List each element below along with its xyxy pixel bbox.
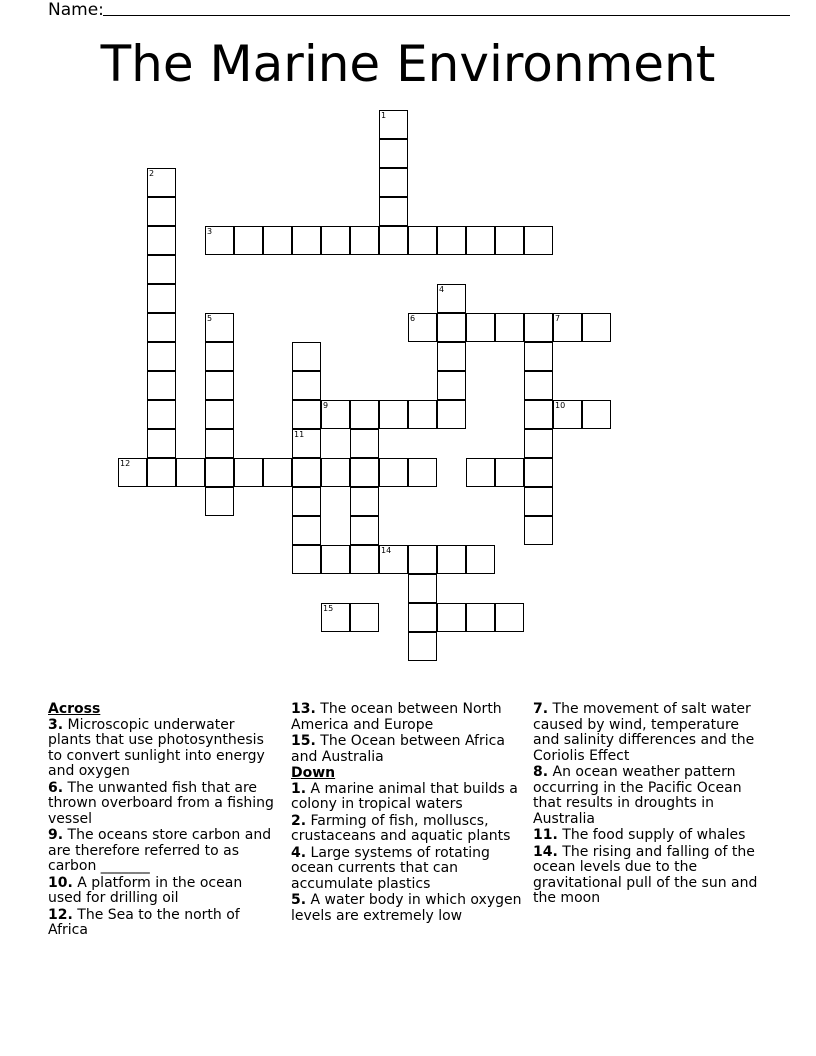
grid-cell[interactable] [263,226,292,255]
grid-cell[interactable] [321,458,350,487]
clues-column-3 [533,702,765,908]
clue-number: 11 [294,430,305,439]
grid-cell[interactable] [437,226,466,255]
grid-cell[interactable] [292,371,321,400]
grid-cell[interactable] [147,168,176,197]
grid-cell[interactable] [350,516,379,545]
grid-cell[interactable] [408,574,437,603]
clue-across-9: 9. The oceans store carbon and are therefore referred to as carbon _______ [48,827,272,874]
grid-cell[interactable] [466,313,495,342]
grid-cell[interactable] [205,371,234,400]
grid-cell[interactable] [437,284,466,313]
grid-cell[interactable] [495,313,524,342]
grid-cell[interactable] [234,226,263,255]
grid-cell[interactable] [292,487,321,516]
name-label: Name: [48,0,104,20]
grid-cell[interactable] [234,458,263,487]
grid-cell[interactable] [553,313,582,342]
clue-down-5: 5. A water body in which oxygen levels are extremely low [291,892,522,924]
grid-cell[interactable] [582,313,611,342]
grid-cell[interactable] [495,458,524,487]
grid-cell[interactable] [466,458,495,487]
clue-down-1: 1. A marine animal that builds a colony in tropical waters [291,780,518,812]
grid-cell[interactable] [147,429,176,458]
grid-cell[interactable] [437,545,466,574]
grid-cell[interactable] [466,545,495,574]
clue-down-7: 7. The movement of salt water caused by wind, temperature and salinity differences and the Coriolis Effect [533,701,755,764]
grid-cell[interactable] [205,400,234,429]
grid-cell[interactable] [524,429,553,458]
clue-down-4: 4. Large systems of rotating ocean currents that can accumulate plastics [291,844,490,892]
grid-cell[interactable] [321,603,350,632]
grid-cell[interactable] [321,545,350,574]
clue-number: 10 [555,401,566,410]
grid-cell[interactable] [292,342,321,371]
grid-cell[interactable] [408,545,437,574]
grid-cell[interactable] [147,284,176,313]
grid-cell[interactable] [379,168,408,197]
grid-cell[interactable] [379,226,408,255]
clue-across-3: 3. Microscopic underwater plants that use photosynthesis to convert sunlight into energy and oxygen [48,716,265,779]
grid-cell[interactable] [524,516,553,545]
grid-cell[interactable] [350,458,379,487]
grid-cell[interactable] [379,139,408,168]
grid-cell[interactable] [437,313,466,342]
clue-down-2: 2. Farming of fish, molluscs, crustaceans and aquatic plants [291,812,511,844]
grid-cell[interactable] [437,400,466,429]
clue-number: 6 [410,314,416,323]
grid-cell[interactable] [524,458,553,487]
clues-column-2 [291,702,523,925]
clue-down-14: 14. The rising and falling of the ocean levels due to the gravitational pull of the sun and the moon [533,843,758,906]
grid-cell[interactable] [350,429,379,458]
grid-cell[interactable] [379,458,408,487]
grid-cell[interactable] [437,603,466,632]
clue-number: 5 [207,314,213,323]
grid-cell[interactable] [350,487,379,516]
grid-cell[interactable] [582,400,611,429]
clue-down-11: 11. The food supply of whales [533,827,746,843]
clue-across-13: 13. The ocean between North America and Europe [291,701,502,733]
clue-number: 7 [555,314,561,323]
grid-cell[interactable] [524,400,553,429]
across-heading: Across [48,701,101,717]
grid-cell[interactable] [147,458,176,487]
grid-cell[interactable] [524,342,553,371]
grid-cell[interactable] [205,487,234,516]
grid-cell[interactable] [408,458,437,487]
grid-cell[interactable] [350,603,379,632]
clue-number: 1 [381,111,387,120]
clue-number: 3 [207,227,213,236]
grid-cell[interactable] [292,545,321,574]
page-title: The Marine Environment [100,35,716,93]
grid-cell[interactable] [147,313,176,342]
grid-cell[interactable] [147,226,176,255]
grid-cell[interactable] [553,400,582,429]
grid-cell[interactable] [321,226,350,255]
clue-across-12: 12. The Sea to the north of Africa [48,906,240,938]
grid-cell[interactable] [292,516,321,545]
clue-across-6: 6. The unwanted fish that are thrown overboard from a fishing vessel [48,779,274,827]
grid-cell[interactable] [147,400,176,429]
grid-cell[interactable] [292,400,321,429]
grid-cell[interactable] [524,371,553,400]
grid-cell[interactable] [205,226,234,255]
grid-cell[interactable] [408,226,437,255]
grid-cell[interactable] [408,632,437,661]
grid-cell[interactable] [350,226,379,255]
clue-number: 12 [120,459,131,468]
clue-number: 2 [149,169,155,178]
clue-across-15: 15. The Ocean between Africa and Australia [291,733,505,765]
grid-cell[interactable] [495,226,524,255]
grid-cell[interactable] [350,400,379,429]
grid-cell[interactable] [321,400,350,429]
grid-cell[interactable] [524,226,553,255]
grid-cell[interactable] [205,313,234,342]
grid-cell[interactable] [147,197,176,226]
grid-cell[interactable] [350,545,379,574]
grid-cell[interactable] [524,313,553,342]
grid-cell[interactable] [495,603,524,632]
grid-cell[interactable] [379,400,408,429]
grid-cell[interactable] [292,429,321,458]
clue-across-10: 10. A platform in the ocean used for drilling oil [48,874,243,906]
down-heading: Down [291,765,336,781]
grid-cell[interactable] [408,313,437,342]
clue-number: 14 [381,546,392,555]
grid-cell[interactable] [205,458,234,487]
grid-cell[interactable] [176,458,205,487]
grid-cell[interactable] [437,342,466,371]
grid-cell[interactable] [524,487,553,516]
grid-cell[interactable] [147,342,176,371]
clue-number: 4 [439,285,445,294]
grid-cell[interactable] [466,226,495,255]
grid-cell[interactable] [437,371,466,400]
clues-column-1 [48,702,280,940]
grid-cell[interactable] [379,197,408,226]
grid-cell[interactable] [466,603,495,632]
grid-cell[interactable] [147,255,176,284]
grid-cell[interactable] [118,458,147,487]
grid-cell[interactable] [379,110,408,139]
grid-cell[interactable] [205,429,234,458]
grid-cell[interactable] [408,400,437,429]
clue-number: 9 [323,401,329,410]
grid-cell[interactable] [292,458,321,487]
clue-number: 15 [323,604,334,613]
grid-cell[interactable] [263,458,292,487]
grid-cell[interactable] [147,371,176,400]
grid-cell[interactable] [205,342,234,371]
grid-cell[interactable] [408,603,437,632]
grid-cell[interactable] [292,226,321,255]
clue-down-8: 8. An ocean weather pattern occurring in the Pacific Ocean that results in droughts in Australia [533,764,742,827]
grid-cell[interactable] [379,545,408,574]
